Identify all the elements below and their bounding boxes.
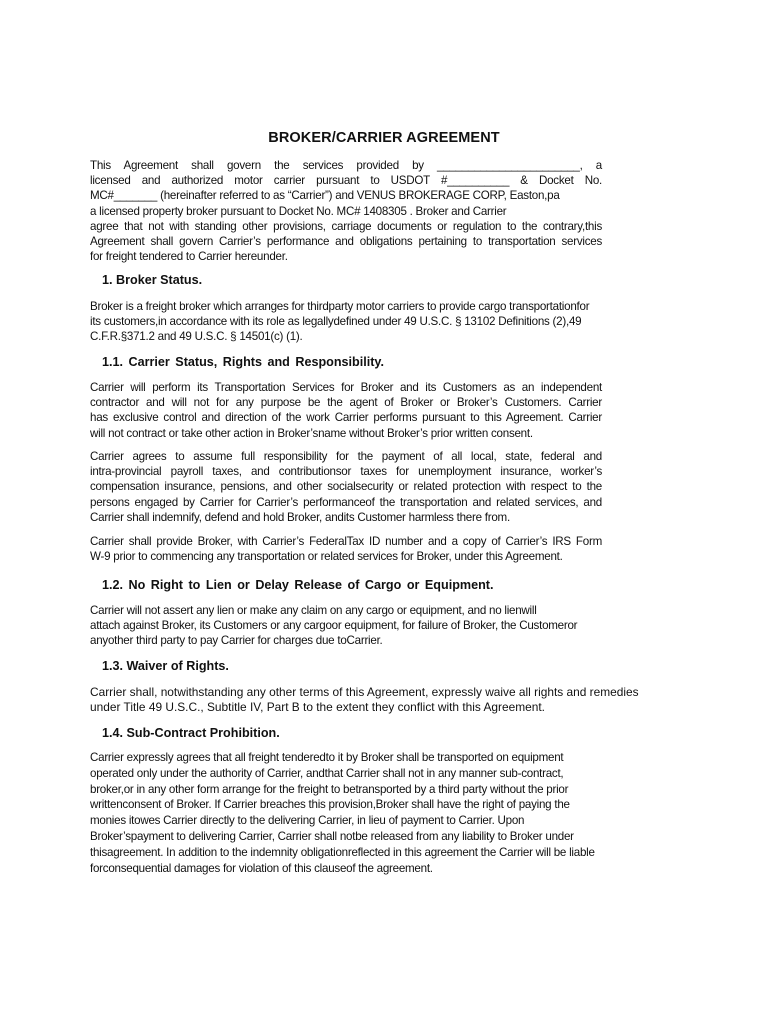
text-line: agree that not with standing other provisions, carriage documents or regulation to the contrary,this (90, 219, 602, 233)
section-paragraph (90, 750, 602, 876)
text-line: Agreement shall govern Carrier’s performance and obligations pertaining to transportation services (90, 235, 602, 249)
text-line: persons engaged by Carrier for Carrier’s performanceof the transportation and related services, and (90, 495, 602, 509)
document-title: BROKER/CARRIER AGREEMENT (268, 130, 500, 146)
text-line: intra-provincial payroll taxes, and contributionsor taxes for unemployment insurance, worker’s (90, 465, 602, 479)
section-paragraph (90, 299, 602, 345)
text-line: Carrier will perform its Transportation Services for Broker and its Customers as an independent (90, 381, 602, 394)
text-line: writtenconsent of Broker. If Carrier breaches this provision,Broker shall have the right of paying the (90, 798, 570, 812)
text-line: operated only under the authority of Carrier, andthat Carrier shall not in any manner sub-contract, (90, 766, 564, 780)
section-heading-no-right-to-lien: 1.2. No Right to Lien or Delay Release of Cargo or Equipment. (102, 578, 494, 592)
text-line: contractor and will not for any purpose be the agent of Broker or Broker’s Customers. Carrier (90, 396, 602, 410)
text-line: its customers,in accordance with its role as legallydefined under 49 U.S.C. § 13102 Definitions (2),49 (90, 315, 582, 329)
text-line: Carrier shall indemnify, defend and hold Broker, andits Customer harmless there from. (90, 510, 510, 524)
text-line: Broker’spayment to delivering Carrier, Carrier shall notbe released from any liability to Broker under (90, 829, 574, 843)
text-line: Carrier agrees to assume full responsibility for the payment of all local, state, federal and (90, 450, 602, 463)
section-paragraph (90, 685, 680, 715)
text-line: licensed and authorized motor carrier pursuant to USDOT #__________ & Docket No. (90, 174, 602, 188)
section-heading-carrier-status: 1.1. Carrier Status, Rights and Responsibility. (102, 355, 384, 369)
text-line: compensation insurance, pensions, and other socialsecurity or related protection with respect to the (90, 480, 602, 494)
text-line: MC#_______ (hereinafter referred to as “Carrier”) and VENUS BROKERAGE CORP, Easton,pa (90, 189, 560, 203)
section-paragraph (90, 449, 602, 525)
text-line: thisagreement. In addition to the indemnity obligationreflected in this agreement the Carrier will be liable (90, 845, 595, 859)
section-heading-broker-status: 1. Broker Status. (102, 273, 203, 287)
text-line: anyother third party to pay Carrier for charges due toCarrier. (90, 634, 383, 648)
section-paragraph (90, 380, 602, 441)
text-line: Broker is a freight broker which arranges for thirdparty motor carriers to provide cargo transportationfor (90, 300, 590, 313)
section-heading-sub-contract-prohibition: 1.4. Sub-Contract Prohibition. (102, 726, 280, 740)
text-line: monies itowes Carrier directly to the delivering Carrier, in lieu of payment to Carrier. Upon (90, 814, 525, 828)
text-line: under Title 49 U.S.C., Subtitle IV, Part B to the extent they conflict with this Agreement. (90, 700, 545, 715)
text-line: Carrier shall provide Broker, with Carrier’s FederalTax ID number and a copy of Carrier’s IRS Form (90, 535, 602, 548)
text-line: attach against Broker, its Customers or any cargoor equipment, for failure of Broker, the Customeror (90, 619, 578, 633)
section-heading-waiver-of-rights: 1.3. Waiver of Rights. (102, 659, 229, 673)
text-line: will not contract or take other action in Broker’sname without Broker’s prior written consent. (90, 426, 533, 440)
text-line: W-9 prior to commencing any transportation or related services for Broker, under this Agreement. (90, 550, 563, 564)
text-line: Carrier will not assert any lien or make any claim on any cargo or equipment, and no lienwill (90, 604, 537, 617)
text-line: forconsequential damages for violation of this clauseof the agreement. (90, 861, 433, 875)
text-line: broker,or in any other form arrange for the freight to betransported by a third party without the prior (90, 782, 569, 796)
text-line: This Agreement shall govern the services provided by _______________________, a (90, 159, 602, 172)
text-line: Carrier expressly agrees that all freight tenderedto it by Broker shall be transported on equipment (90, 751, 564, 764)
text-line: a licensed property broker pursuant to Docket No. MC# 1408305 . Broker and Carrier (90, 204, 507, 218)
section-paragraph (90, 534, 602, 564)
text-line: for freight tendered to Carrier hereunder. (90, 250, 288, 264)
intro-paragraph (90, 158, 602, 264)
section-paragraph (90, 603, 602, 649)
text-line: C.F.R.§371.2 and 49 U.S.C. § 14501(c) (1). (90, 330, 303, 344)
text-line: has exclusive control and direction of the work Carrier performs pursuant to this Agreement. Carrier (90, 411, 602, 425)
text-line: Carrier shall, notwithstanding any other terms of this Agreement, expressly waive all rights and remedies (90, 685, 639, 699)
